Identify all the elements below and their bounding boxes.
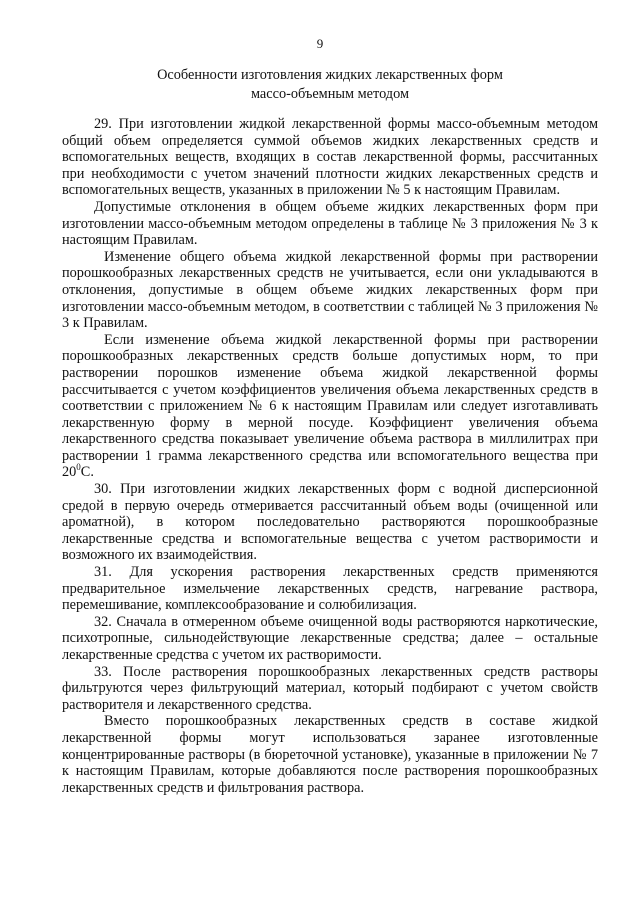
paragraph-volume-change: Изменение общего объема жидкой лекарственной формы при растворении порошкообразных лекарственных средств не учитывается, если они укладываются в отклонения, допустимые в общем объеме жидких лекарственных форм при изготовлении массо-объемным методом, в соответствии с таблицей № 3 приложения № 3 к Правилам. [62, 248, 598, 332]
section-title-line-1: Особенности изготовления жидких лекарственных форм [157, 67, 503, 83]
section-title-line-2: массо-объемным методом [250, 86, 409, 102]
paragraph-30: 30. При изготовлении жидких лекарственных форм с водной дисперсионной средой в первую очередь отмеривается рассчитанный объем воды (очищенной или ароматной), в котором последовательно растворяются порошкообразные лекарственные средства и вспомогательные вещества с учетом растворимости и возможного их взаимодействия. [62, 481, 598, 564]
section-title [40, 66, 620, 104]
paragraph-coefficient [62, 332, 598, 481]
paragraph-31: 31. Для ускорения растворения лекарственных средств применяются предварительное измельчение лекарственных средств, нагревание раствора, перемешивание, комплексообразование и солюбилизация. [62, 564, 598, 614]
paragraph-concentrates: Вместо порошкообразных лекарственных средств в составе жидкой лекарственной формы могут использоваться заранее изготовленные концентрированные растворы (в бюреточной установке), указанные в приложении № 7 к настоящим Правилам, которые добавляются после растворения порошкообразных лекарственных средств и фильтрования раствора. [62, 713, 598, 796]
paragraph-33: 33. После растворения порошкообразных лекарственных средств растворы фильтруются через фильтрующий материал, который подбирают с учетом свойств растворителя и лекарственного средства. [62, 663, 598, 713]
paragraph-coefficient-text: Если изменение объема жидкой лекарственной формы при растворении порошкообразных лекарственных средств больше допустимых норм, то при растворении порошков изменение объема жидкой лекарственной формы рассчитывается с учетом коэффициентов увеличения объема лекарственных средств в соответствии с приложением № 6 к настоящим Правилам или следует изготавливать лекарственную форму в мерной посуде. Коэффициент увеличения объема лекарственного средства показывает увеличение объема раствора в миллилитрах при растворении 1 грамма лекарственного средства или вспомогательного вещества при 20 [62, 331, 598, 481]
paragraph-tolerances: Допустимые отклонения в общем объеме жидких лекарственных форм при изготовлении массо-объемным методом определены в таблице № 3 приложения № 3 к настоящим Правилам. [62, 198, 598, 249]
temperature-unit: С. [80, 464, 94, 481]
paragraph-32: 32. Сначала в отмеренном объеме очищенной воды растворяются наркотические, психотропные, сильнодействующие лекарственные средства; далее – остальные лекарственные средства с учетом их растворимости. [62, 613, 598, 663]
degree-superscript: 0 [76, 462, 81, 473]
paragraph-29: 29. При изготовлении жидкой лекарственной формы массо-объемным методом общий объем определяется суммой объемов жидких лекарственных средств и вспомогательных веществ, входящих в состав лекарственной формы, рассчитанных при необходимости с учетом значений плотности жидких лекарственных средств и вспомогательных веществ, указанных в приложении № 5 к настоящим Правилам. [62, 116, 598, 199]
page-number: 9 [316, 36, 324, 51]
document-body [62, 116, 598, 796]
